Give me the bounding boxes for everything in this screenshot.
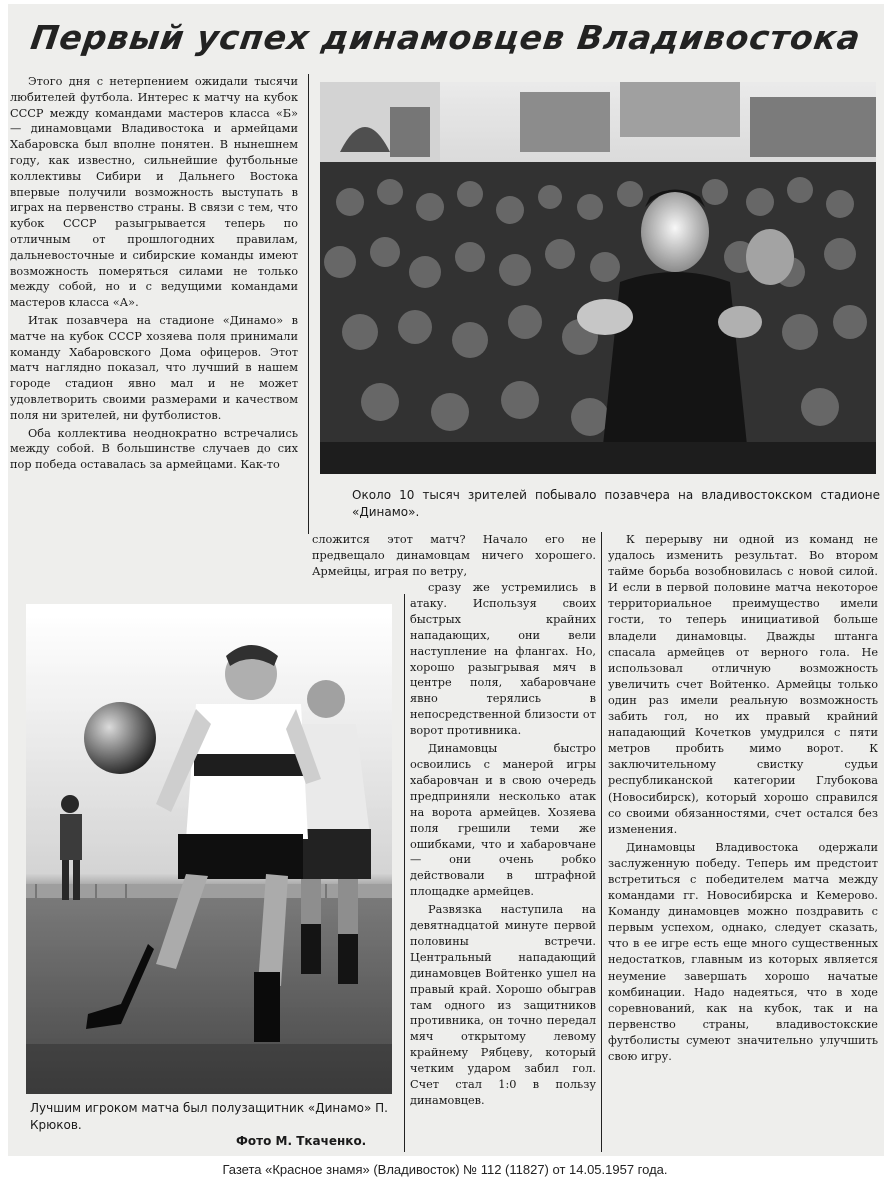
article-paragraph: Итак позавчера на стадионе «Динамо» в матче на кубок СССР хозяева поля принимали команду Хабаровского Дома офицеров. Этот матч наглядно показал, что лучший в нашем городе стадион явно мал и не может удовлетворить своими размерами и качеством поля ни зрителей, ни футболистов. (10, 313, 298, 422)
column-rule (308, 74, 309, 534)
column-rule (404, 594, 405, 1152)
article-column-1 (10, 74, 298, 584)
football-player-photo (26, 604, 392, 1094)
article-paragraph: сразу же устремились в атаку. Используя своих быстрых крайних нападающих, они вели наступление на флангах. Но, хорошо разыгрывая мяч в центре поля, хабаровчане явно терялись в непосредственной близости от ворот противника. (410, 581, 596, 738)
crowd-photo (320, 82, 876, 474)
column-rule (601, 532, 602, 1152)
article-column-2-top: сложится этот матч? Начало его не предвещало динамовцам ничего хорошего. Армейцы, играя по ветру, (312, 533, 596, 578)
article-column-2 (410, 580, 596, 1156)
article-paragraph: Развязка наступила на девятнадцатой минуте первой половины встречи. Центральный нападающий динамовцев Войтенко ушел на правый край. Хорошо обыграв там одного из защитников противника, он точно передал мяч открытому левому крайнему Рябцеву, который четким ударом забил гол. Счет стал 1:0 в пользу динамовцев. (410, 903, 596, 1107)
article-paragraph: К перерыву ни одной из команд не удалось изменить результат. Во втором тайме борьба возобновилась с новой силой. И если в первой половине матча некоторое территориальное преимущество имели гости, то теперь инициативой больше владели динамовцы. Дважды штанга спасала армейцев от верного гола. Не использовал отличную возможность увеличить счет Войтенко. Армейцы только один раз имели реальную возможность забить гол, но их правый крайний нападающий Кочетков умудрился с пяти метров пробить мимо ворот. К заключительному свистку судьи республиканской категории Глубокова (Новосибирск), который хорошо справился со своими обязанностями, счет остался без изменения. (608, 533, 878, 836)
article-paragraph: Этого дня с нетерпением ожидали тысячи любителей футбола. Интерес к матчу на кубок СССР между командами мастеров класса «Б» — динамовцами Владивостока и армейцами Хабаровска был вполне понятен. В нынешнем году, как известно, сильнейшие футбольные коллективы Сибири и Дальнего Востока впервые получили возможность выступать в играх на первенство страны. В связи с тем, что кубок СССР разыгрывается теперь по отличным от прошлогодних правилам, дальневосточные и сибирские команды имеют возможность померяться силами не только между собой, но и с ведущими командами мастеров класса «А». (10, 75, 298, 310)
article-paragraph: Оба коллектива неоднократно встречались между собой. В большинстве случаев до сих пор победа оставалась за армейцами. Как-то (10, 426, 298, 472)
player-photo-caption: Лучшим игроком матча был полузащитник «Динамо» П. Крюков. (30, 1101, 388, 1132)
headline: Первый успех динамовцев Владивостока (28, 17, 864, 57)
newspaper-clipping (8, 4, 884, 1156)
crowd-photo-caption: Около 10 тысяч зрителей побывало позавчера на владивостокском стадионе «Динамо». (352, 488, 880, 519)
article-column-3 (608, 532, 878, 1152)
article-paragraph: Динамовцы Владивостока одержали заслуженную победу. Теперь им предстоит встретиться с победителем матча между командами гг. Новосибирска и Кемерово. Команду динамовцев можно поздравить с первым успехом, однако, следует сказать, что в ее игре есть еще много существенных недостатков, главным из которых является неумение завершать хорошо начатые комбинации. Надо надеяться, что в ходе соревнований, как на кубок, так и на первенство страны, владивостокские футболисты сумеют значительно улучшить свою игру. (608, 840, 878, 1063)
source-line: Газета «Красное знамя» (Владивосток) № 112 (11827) от 14.05.1957 года. (222, 1162, 668, 1177)
photo-credit: Фото М. Ткаченко. (236, 1134, 367, 1148)
article-paragraph: Динамовцы быстро освоились с манерой игры хабаровчан и в свою очередь предприняли несколько атак на ворота армейцев. Хозяева поля грешили теми же ошибками, что и хабаровчане — они очень робко действовали в штрафной площадке армейцев. (410, 742, 596, 899)
